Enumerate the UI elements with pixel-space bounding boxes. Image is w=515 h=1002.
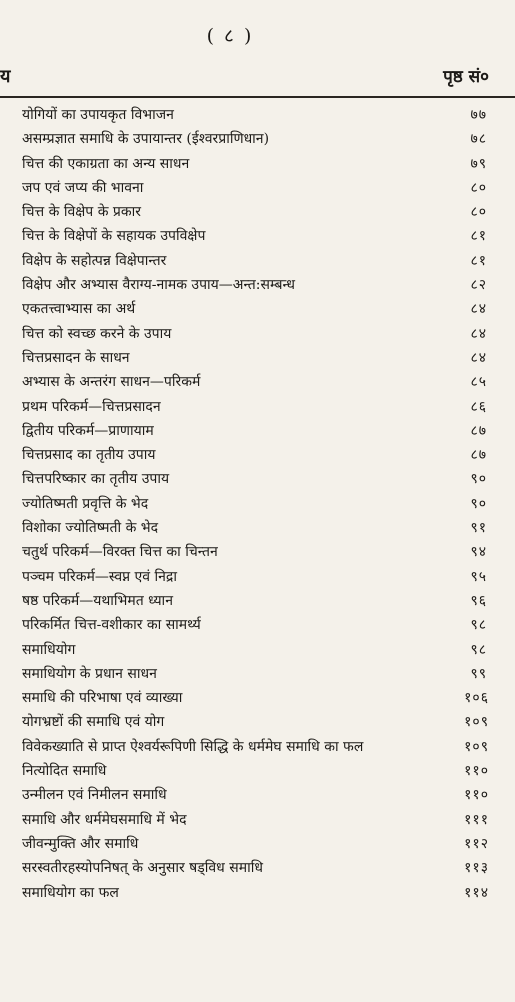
toc-entry — [0, 589, 515, 613]
toc-entry-title: योगभ्रष्टों की समाधि एवं योग — [22, 714, 165, 731]
toc-entry — [0, 613, 515, 637]
toc-entry-title: योगियों का उपायकृत विभाजन — [22, 107, 174, 123]
toc-entry-title: समाधियोग — [22, 641, 76, 658]
toc-entry — [0, 249, 515, 273]
toc-entry — [0, 856, 515, 880]
toc-entry-page: ११४ — [464, 884, 489, 901]
toc-entry-title: चित्त की एकाग्रता का अन्य साधन — [22, 155, 190, 172]
toc-entry — [0, 565, 515, 589]
toc-entry — [0, 322, 515, 346]
toc-entry — [0, 540, 515, 564]
toc-entry-page: ८२ — [470, 277, 487, 294]
toc-entry-page: ९९ — [470, 665, 487, 682]
toc-entry — [0, 224, 515, 248]
toc-entry — [0, 273, 515, 297]
toc-entry-title: एकतत्त्वाभ्यास का अर्थ — [22, 301, 136, 318]
toc-entry-title: समाधि की परिभाषा एवं व्याख्या — [22, 690, 183, 707]
header-divider — [0, 96, 515, 98]
toc-entry-title: समाधियोग के प्रधान साधन — [22, 665, 157, 682]
toc-entry-title: ज्योतिष्मती प्रवृत्ति के भेद — [22, 495, 149, 512]
toc-entry-page: ११३ — [464, 860, 489, 877]
toc-entry — [0, 297, 515, 321]
toc-entry — [0, 443, 515, 467]
toc-entry-page: ८० — [470, 204, 487, 221]
toc-entry-title: जप एवं जप्य की भावना — [22, 179, 144, 196]
toc-entry — [0, 516, 515, 540]
toc-entry — [0, 686, 515, 710]
toc-entry — [0, 808, 515, 832]
toc-entry-page: ८६ — [470, 398, 487, 415]
toc-entry — [0, 710, 515, 734]
toc-entry — [0, 467, 515, 491]
toc-entry-page: ९५ — [470, 568, 487, 585]
toc-entry-title: नित्योदित समाधि — [22, 763, 107, 780]
toc-entry — [0, 783, 515, 807]
toc-entry-page: ८७ — [470, 447, 487, 464]
toc-entry-page: ९४ — [470, 544, 487, 561]
header-page-number-label: पृष्ठ सं० — [443, 67, 489, 87]
toc-entry-page: ७८ — [470, 131, 487, 148]
toc-entry — [0, 419, 515, 443]
toc-entry — [0, 759, 515, 783]
toc-entry — [0, 662, 515, 686]
toc-entry-title: असम्प्रज्ञात समाधि के उपायान्तर (ईश्वरप्राणिधान) — [22, 131, 270, 148]
toc-entry-page: ७९ — [470, 155, 487, 172]
toc-entry-title: जीवन्मुक्ति और समाधि — [22, 835, 139, 852]
toc-entry-title: उन्मीलन एवं निमीलन समाधि — [22, 787, 167, 804]
toc-entry-page: ९८ — [470, 641, 487, 658]
header-subject-label: य — [0, 66, 11, 87]
page-number: ( ८ ) — [206, 25, 254, 47]
toc-entry-title: पञ्चम परिकर्म—स्वप्न एवं निद्रा — [22, 568, 177, 585]
toc-entry-page: ८४ — [470, 325, 487, 342]
toc-entry-page: ८५ — [470, 374, 487, 391]
toc-entry-title: परिकर्मित चित्त-वशीकार का सामर्थ्य — [22, 617, 201, 634]
toc-entry — [0, 370, 515, 394]
toc-entry — [0, 103, 515, 127]
toc-entry-title: द्वितीय परिकर्म—प्राणायाम — [22, 422, 154, 439]
toc-entry-page: १०९ — [464, 738, 489, 755]
toc-entry-title: चित्त के विक्षेप के प्रकार — [22, 204, 141, 221]
toc-entry-page: ८० — [470, 179, 487, 196]
toc-entry-title: विक्षेप और अभ्यास वैराग्य-नामक उपाय—अन्त:सम्बन्ध — [22, 277, 295, 294]
toc-entry-page: ९० — [470, 495, 487, 512]
toc-entry-title: समाधियोग का फल — [22, 884, 119, 901]
toc-entry-page: १०६ — [464, 690, 489, 707]
toc-entry-title: षष्ठ परिकर्म—यथाभिमत ध्यान — [22, 592, 173, 609]
toc-entry-page: १०९ — [464, 714, 489, 731]
toc-entry-page: ९० — [470, 471, 487, 488]
toc-entry — [0, 832, 515, 856]
toc-entry-page: ७७ — [470, 107, 487, 123]
toc-entry-page: ८४ — [470, 349, 487, 366]
toc-entry-title: समाधि और धर्ममेघसमाधि में भेद — [22, 811, 187, 828]
toc-entry-title: सरस्वतीरहस्योपनिषत् के अनुसार षड्विध समाधि — [22, 860, 263, 877]
toc-entry — [0, 492, 515, 516]
toc-entry — [0, 395, 515, 419]
toc-entry — [0, 127, 515, 151]
toc-entry-page: ९६ — [470, 592, 487, 609]
toc-entry — [0, 346, 515, 370]
toc-entry — [0, 176, 515, 200]
toc-entry-title: चित्तपरिष्कार का तृतीय उपाय — [22, 471, 170, 488]
toc-entry — [0, 200, 515, 224]
toc-entry-page: ८७ — [470, 422, 487, 439]
toc-entry-title: चित्त को स्वच्छ करने के उपाय — [22, 325, 172, 342]
toc-entry-title: विवेकख्याति से प्राप्त ऐश्वर्यरूपिणी सिद्धि के धर्ममेघ समाधि का फल — [22, 738, 364, 755]
table-of-contents — [0, 103, 515, 905]
toc-entry-page: १११ — [464, 811, 489, 828]
toc-entry-title: चित्तप्रसादन के साधन — [22, 349, 130, 366]
toc-entry-page: ११० — [464, 787, 489, 804]
toc-entry-title: चित्तप्रसाद का तृतीय उपाय — [22, 447, 156, 464]
toc-entry-page: ८४ — [470, 301, 487, 318]
toc-entry-page: ८१ — [470, 252, 487, 269]
toc-header — [0, 60, 515, 90]
toc-entry — [0, 881, 515, 905]
toc-entry-title: अभ्यास के अन्तरंग साधन—परिकर्म — [22, 374, 201, 391]
toc-entry-title: विशोका ज्योतिष्मती के भेद — [22, 520, 159, 537]
toc-entry-page: ११२ — [464, 835, 489, 852]
toc-entry-title: विक्षेप के सहोत्पन्न विक्षेपान्तर — [22, 252, 167, 269]
toc-entry-title: चतुर्थ परिकर्म—विरक्त चित्त का चिन्तन — [22, 544, 218, 561]
toc-entry-title: चित्त के विक्षेपों के सहायक उपविक्षेप — [22, 228, 206, 245]
toc-entry-page: ८१ — [470, 228, 487, 245]
toc-entry-page: ११० — [464, 763, 489, 780]
toc-entry — [0, 152, 515, 176]
toc-entry — [0, 638, 515, 662]
toc-entry-page: ९१ — [470, 520, 487, 537]
toc-entry-title: प्रथम परिकर्म—चित्तप्रसादन — [22, 398, 161, 415]
toc-entry-page: ९८ — [470, 617, 487, 634]
toc-entry — [0, 735, 515, 759]
